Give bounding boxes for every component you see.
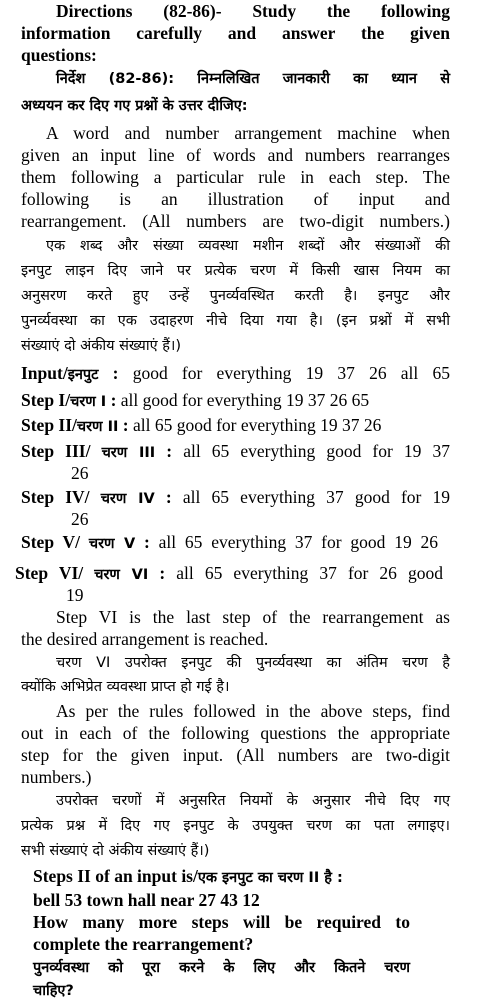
question-intro: Steps II of an input is/एक इनपुट का चरण II है :	[33, 866, 343, 886]
question-line-1: How many more steps will be required to	[33, 912, 410, 932]
step-value: all 65 everything 37 for good 19 26	[158, 532, 439, 552]
rules-line-1: As per the rules followed in the above steps, find	[56, 701, 450, 721]
step-label: Step IV/	[21, 487, 90, 507]
intro-line-5: rearrangement. (All numbers are two-digit numbers.)	[21, 211, 450, 231]
step-6: Step VI/ चरण VI : all 65 everything 37 for 26 good	[15, 563, 444, 583]
question-hindi-line-2: चाहिए?	[33, 983, 74, 999]
intro-hindi-line-1: एक शब्द और संख्या व्यवस्था मशीन शब्दों और संख्याओं की	[46, 238, 450, 254]
rules-hindi-line-1: उपरोक्त चरणों में अनुसरित नियमों के अनुसार नीचे दिए गए	[56, 793, 450, 809]
step-label: Step I/	[21, 390, 71, 410]
directions-hindi-line-2: अध्ययन कर दिए गए प्रश्नों के उत्तर दीजिए:	[21, 98, 248, 114]
intro-hindi-line-5: संख्याएं दो अंकीय संख्याएं हैं।)	[21, 338, 182, 354]
step-1: Step I/चरण I : all good for everything 19 37 26 65	[21, 390, 370, 410]
rules-hindi-line-2: प्रत्येक प्रश्न में दिए गए इनपुट के उपयुक्त चरण का पता लगाइए।	[21, 818, 450, 834]
rules-line-3: step for the given input. (All numbers are two-digit	[21, 745, 450, 765]
last-step-line-2: the desired arrangement is reached.	[21, 629, 269, 649]
intro-line-4: following is an illustration of input and	[21, 189, 450, 209]
intro-line-2: given an input line of words and numbers rearranges	[21, 145, 450, 165]
step-label-hindi: चरण V	[88, 536, 136, 552]
step-value: all good for everything 19 37 26 65	[120, 390, 370, 410]
question-hindi-line-1: पुनर्व्यवस्था को पूरा करने के लिए और कितने चरण	[33, 960, 410, 976]
step-label-hindi: इनपुट	[67, 367, 99, 383]
rules-line-2: out in each of the following questions the appropriate	[21, 723, 450, 743]
step-3: Step III/ चरण III : all 65 everything good for 19 37	[21, 441, 451, 461]
step-value: all 65 everything good for 19 37	[183, 441, 451, 461]
rules-hindi-line-3: सभी संख्याएं दो अंकीय संख्याएं हैं।)	[21, 843, 210, 859]
step-label-hindi: चरण III	[101, 445, 156, 461]
rules-line-4: numbers.)	[21, 767, 92, 787]
step-value: all 65 everything 37 for 26 good	[176, 563, 444, 583]
step-label-hindi: चरण I	[70, 394, 107, 410]
directions-hindi-line-1: निर्देश (82-86): निम्नलिखित जानकारी का ध्यान से	[56, 71, 450, 87]
directions-line-2: information carefully and answer the given	[21, 23, 450, 43]
step-value: all 65 good for everything 19 37 26	[132, 415, 382, 435]
step-input: Input/इनपुट : good for everything 19 37 26 all 65	[21, 363, 451, 383]
step-label-hindi: चरण VI	[94, 567, 149, 583]
step-label: Input/	[21, 363, 68, 383]
intro-hindi-line-4: पुनर्व्यवस्था का एक उदाहरण नीचे दिया गया है। (इन प्रश्नों में सभी	[21, 313, 450, 329]
last-step-hindi-line-1: चरण VI उपरोक्त इनपुट की पुनर्व्यवस्था का अंतिम चरण है	[56, 655, 450, 671]
intro-line-3: them following a particular rule in each step. The	[21, 167, 450, 187]
directions-line-3: questions:	[21, 45, 97, 65]
question-line-2: complete the rearrangement?	[33, 934, 254, 954]
step-label-hindi: चरण II	[76, 419, 119, 435]
intro-hindi-line-3: अनुसरण करते हुए उन्हें पुनर्व्यवस्थित करती है। इनपुट और	[21, 288, 450, 304]
directions-line-1: Directions (82-86)- Study the following	[56, 1, 450, 21]
step-4: Step IV/ चरण IV : all 65 everything 37 good for 19	[21, 487, 451, 507]
question-input-line: bell 53 town hall near 27 43 12	[33, 890, 260, 910]
step-label: Step V/	[21, 532, 81, 552]
intro-hindi-line-2: इनपुट लाइन दिए जाने पर प्रत्येक चरण में किसी खास नियम का	[21, 263, 450, 279]
step-label: Step VI/	[15, 563, 84, 583]
step-2: Step II/चरण II : all 65 good for everything 19 37 26	[21, 415, 382, 435]
step-label: Step II/	[21, 415, 77, 435]
step-label: Step III/	[21, 441, 91, 461]
step-label-hindi: चरण IV	[100, 491, 155, 507]
step-value: good for everything 19 37 26 all 65	[132, 363, 451, 383]
step-6-continuation: 19	[66, 585, 84, 605]
step-5: Step V/ चरण V : all 65 everything 37 for good 19 26	[21, 532, 439, 552]
step-4-continuation: 26	[71, 509, 89, 529]
step-value: all 65 everything 37 good for 19	[182, 487, 451, 507]
intro-line-1: A word and number arrangement machine when	[46, 123, 450, 143]
last-step-line-1: Step VI is the last step of the rearrangement as	[56, 607, 450, 627]
step-3-continuation: 26	[71, 463, 89, 483]
last-step-hindi-line-2: क्योंकि अभिप्रेत व्यवस्था प्राप्त हो गई है।	[21, 679, 230, 695]
